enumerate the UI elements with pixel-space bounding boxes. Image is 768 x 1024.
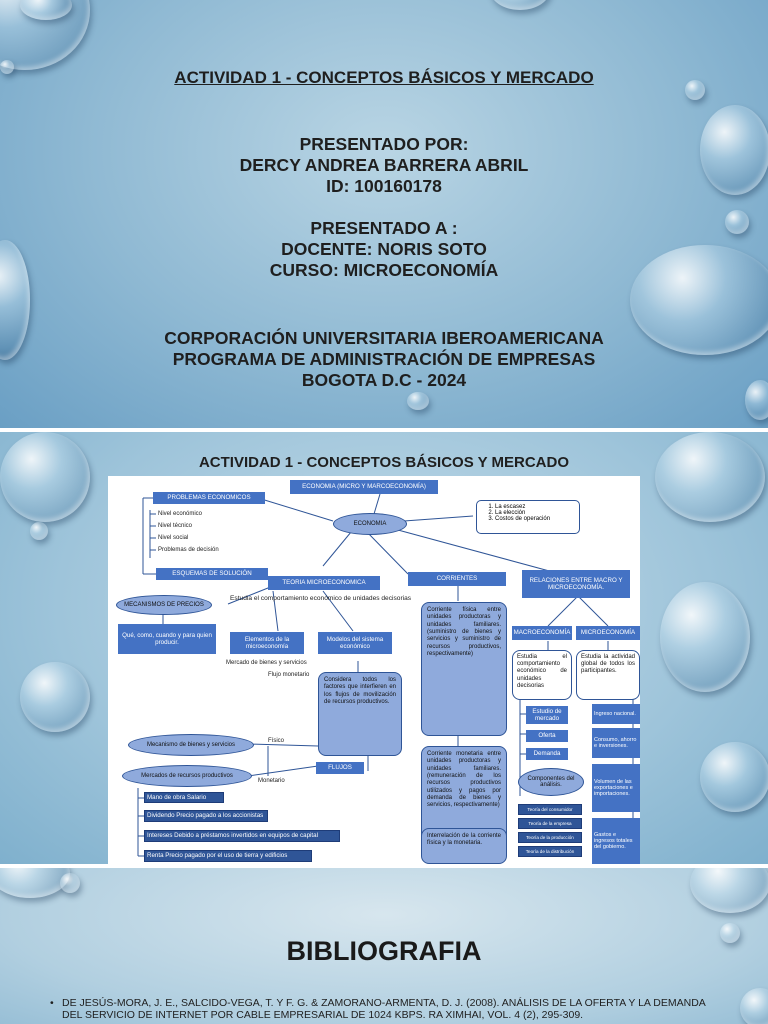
node-componentes: Componentes del análisis. [518,768,584,796]
map-header: ECONOMIA (MICRO Y MARCOECONOMÍA) [290,480,438,494]
node-esquemas: ESQUEMAS DE SOLUCIÓN [156,568,268,580]
node-corrientes: CORRIENTES [408,572,506,586]
node-problemas: PROBLEMAS ECONOMICOS [153,492,265,504]
fisico-label: Físico [268,738,285,744]
node-teoria-item: Teoría de la empresa [518,818,582,829]
problem-item: Nivel social [158,535,189,541]
water-drop [660,582,750,692]
scarcity-item: 2. La elección [495,510,575,516]
water-drop [740,988,768,1024]
student-id: ID: 100160178 [326,176,442,196]
problem-item: Problemas de decisión [158,547,219,553]
node-que-como: Qué, como, cuando y para quien producir. [118,624,216,654]
scarcity-item: 1. La escasez [495,504,575,510]
bibliography-title: BIBLIOGRAFIA [286,936,482,966]
node-scarcity [476,500,580,534]
author-name: DERCY ANDREA BARRERA ABRIL [239,155,529,175]
node-flujos: FLUJOS [316,762,364,774]
node-volumen: Volumen de las exportaciones e importaciones. [592,764,640,812]
concept-map [108,476,640,864]
node-modelos: Modelos del sistema económico [318,632,392,654]
institution-block [0,328,768,391]
monetario-label: Monetario [258,778,285,784]
teacher-name: DOCENTE: NORIS SOTO [281,239,487,259]
node-mano-obra: Mano de obra Salario [144,792,224,803]
node-teoria: TEORIA MICROECONOMICA [268,576,380,590]
title-slide [0,0,768,428]
node-estudio-mercado: Estudio de mercado [526,706,568,724]
water-drop [60,873,80,893]
node-corriente-fisica: Corriente física entre unidades productoras y unidades familiares. (suministro de bienes y servicios y suministro de recursos productivos, respectivamente) [421,602,507,736]
water-drop [30,522,48,540]
program-name: PROGRAMA DE ADMINISTRACIÓN DE EMPRESAS [172,349,596,369]
node-relaciones: RELACIONES ENTRE MACRO Y MICROECONOMÍA. [522,570,630,598]
concept-map-slide [0,432,768,864]
presented-by-label: PRESENTADO POR: [299,134,469,154]
node-gastos: Gastos e ingresos totales del gobierno. [592,818,640,864]
node-consumo: Consumo, ahorro e inversiones. [592,728,640,758]
mercado-bienes-label: Mercado de bienes y servicios [226,660,307,666]
water-drop [490,0,550,10]
node-teoria-item: Teoría de la producción [518,832,582,843]
bibliography-slide [0,868,768,1024]
presented-to-label: PRESENTADO A : [310,218,458,238]
presenter-block [0,134,768,197]
node-intereses: Intereses Debido a préstamos invertidos en equipos de capital [144,830,340,842]
water-drop [407,392,429,410]
node-considera: Considera todos los factores que interfieren en los flujos de movilización de recursos productivos. [318,672,402,756]
slide-title: ACTIVIDAD 1 - CONCEPTOS BÁSICOS Y MERCADO [174,68,594,87]
node-mercados-recursos: Mercados de recursos productivos [122,765,252,787]
water-drop [20,662,90,732]
place-year: BOGOTA D.C - 2024 [301,370,467,390]
flujo-monetario-label: Flujo monetario [268,672,310,678]
node-mecanismos: MECANISMOS DE PRECIOS [116,595,212,615]
node-estudia-micro: Estudia el comportamiento económico de unidades decisorias [512,650,572,700]
slide-title: ACTIVIDAD 1 - CONCEPTOS BÁSICOS Y MERCADO [198,454,570,471]
node-estudia-macro: Estudia la actividad global de todos los participantes. [576,650,640,700]
recipient-block [0,218,768,281]
node-demanda: Demanda [526,748,568,760]
problem-item: Nivel económico [158,511,203,517]
scarcity-item: 3. Costos de operación [495,516,575,522]
node-interrelacion: Interrelación de la corriente física y la monetaria. [421,828,507,864]
bibliography-reference: • DE JESÚS-MORA, J. E., SALCIDO-VEGA, T. Y F. G. & ZAMORANO-ARMENTA, D. J. (2008). ANÁLISIS DE LA OFERTA Y LA DEMANDA DEL SERVICIO DE INTERNET POR CABLE EMPRESARIAL DE 1024 KBPS. RA XIMHAI, VOL. 4 (2), 295-309. [62,997,712,1021]
node-economia: ECONOMIA [333,513,407,535]
estudia-text: Estudia el comportamiento económico de unidades decisorias [230,595,412,602]
course-name: CURSO: MICROECONOMÍA [269,260,499,280]
node-macro: MACROECONOMÍA [512,626,572,640]
node-elementos: Elementos de la microeconomía [230,632,304,654]
node-ingreso: Ingreso nacional. [592,704,640,724]
node-mecanismo-bienes: Mecanismo de bienes y servicios [128,734,254,756]
water-drop [690,868,768,913]
water-drop [700,742,768,812]
node-teoria-item: Teoría de la distribución [518,846,582,857]
node-oferta: Oferta [526,730,568,742]
problem-item: Nivel técnico [158,523,193,529]
node-dividendo: Dividendo Precio pagado a los accionistas [144,810,268,822]
water-drop [0,432,90,522]
node-renta: Renta Precio pagado por el uso de tierra y edificios [144,850,312,862]
water-drop [655,432,765,522]
node-micro: MICROECONOMÍA [576,626,640,640]
institution-name: CORPORACIÓN UNIVERSITARIA IBEROAMERICANA [164,328,604,348]
node-corriente-monetaria: Corriente monetaria entre unidades productoras y unidades familiares. (remuneración de los recursos productivos utilizados y pagos por demanda de bienes y servicios, respectivamente) [421,746,507,842]
node-teoria-item: Teoría del consumidor [518,804,582,815]
